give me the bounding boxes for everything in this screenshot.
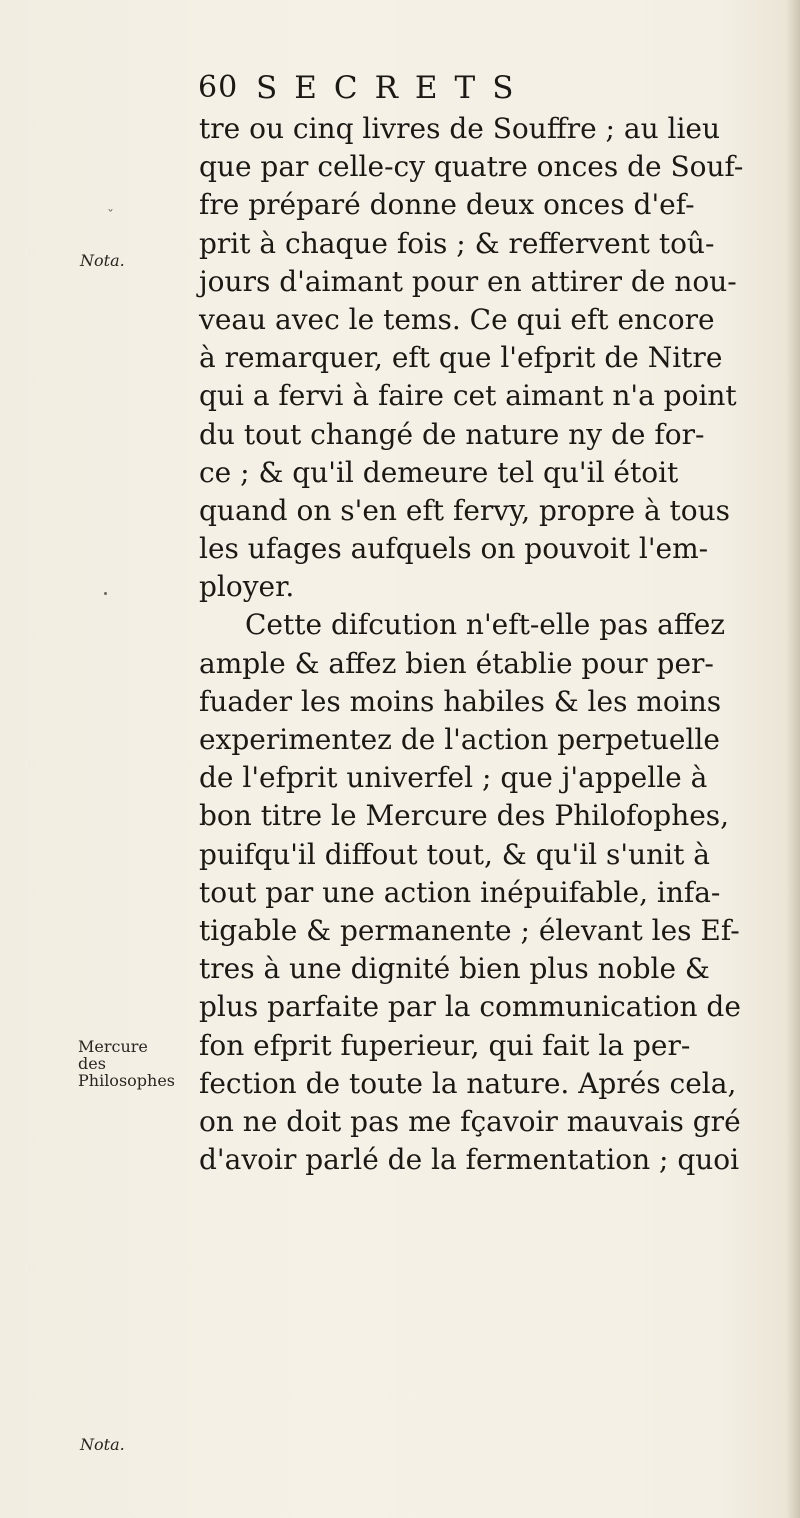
text-line: tout par une action inépuifable, infa- xyxy=(199,875,721,909)
text-line: les ufages aufquels on pouvoit l'em- xyxy=(199,532,709,566)
text-line: ployer. xyxy=(199,570,295,604)
text-line: puifqu'il diffout tout, & qu'il s'unit à xyxy=(199,837,710,871)
text-line: plus parfaite par la communication de xyxy=(199,990,741,1024)
text-line: tres à une dignité bien plus noble & xyxy=(199,952,710,986)
page-header xyxy=(198,70,698,110)
text-line: quand on s'en eft fervy, propre à tous xyxy=(199,493,731,527)
text-line: tre ou cinq livres de Souffre ; au lieu xyxy=(199,112,721,145)
text-line: fection de toute la nature. Aprés cela, xyxy=(199,1066,737,1100)
text-line: à remarquer, eft que l'efprit de Nitre xyxy=(199,341,723,375)
page-number: 60 xyxy=(198,70,239,105)
text-line: tigable & permanente ; élevant les Ef- xyxy=(199,913,740,947)
text-line: qui a fervi à faire cet aimant n'a point xyxy=(199,379,737,413)
text-line: ce ; & qu'il demeure tel qu'il étoit xyxy=(199,455,679,489)
text-line: ample & affez bien établie pour per- xyxy=(199,646,714,680)
text-line: que par celle-cy quatre onces de Souf- xyxy=(199,150,744,184)
text-line: jours d'aimant pour en attirer de nou- xyxy=(199,264,737,298)
margin-note-nota: Nota. xyxy=(80,251,125,270)
margin-note-mercure: Mercure des Philosophes xyxy=(78,1037,176,1090)
text-line: on ne doit pas me fçavoir mauvais gré xyxy=(199,1104,741,1138)
text-line-paragraph-start: Cette difcution n'eft-elle pas affez xyxy=(245,608,726,642)
margin-tick-mark: ˇ xyxy=(107,208,114,224)
page-edge-shadow xyxy=(786,0,800,1518)
margin-note-nota-2: Nota. xyxy=(80,1435,125,1454)
text-line: fre préparé donne deux onces d'ef- xyxy=(199,188,695,222)
text-line: du tout changé de nature ny de for- xyxy=(199,417,705,451)
text-line: fuader les moins habiles & les moins xyxy=(199,684,722,718)
text-line: fon efprit fuperieur, qui fait la per- xyxy=(199,1028,691,1062)
margin-dot-mark xyxy=(104,592,107,595)
text-line: bon titre le Mercure des Philofophes, xyxy=(199,799,730,833)
text-line: veau avec le tems. Ce qui eft encore xyxy=(199,302,715,336)
text-line: prit à chaque fois ; & reffervent toû- xyxy=(199,226,715,260)
running-head: SECRETS xyxy=(256,70,531,106)
text-line: experimentez de l'action perpetuelle xyxy=(199,723,720,756)
body-text xyxy=(199,110,774,1179)
text-line: d'avoir parlé de la fermentation ; quoi xyxy=(199,1143,740,1177)
text-line: de l'efprit univerfel ; que j'appelle à xyxy=(199,761,708,795)
